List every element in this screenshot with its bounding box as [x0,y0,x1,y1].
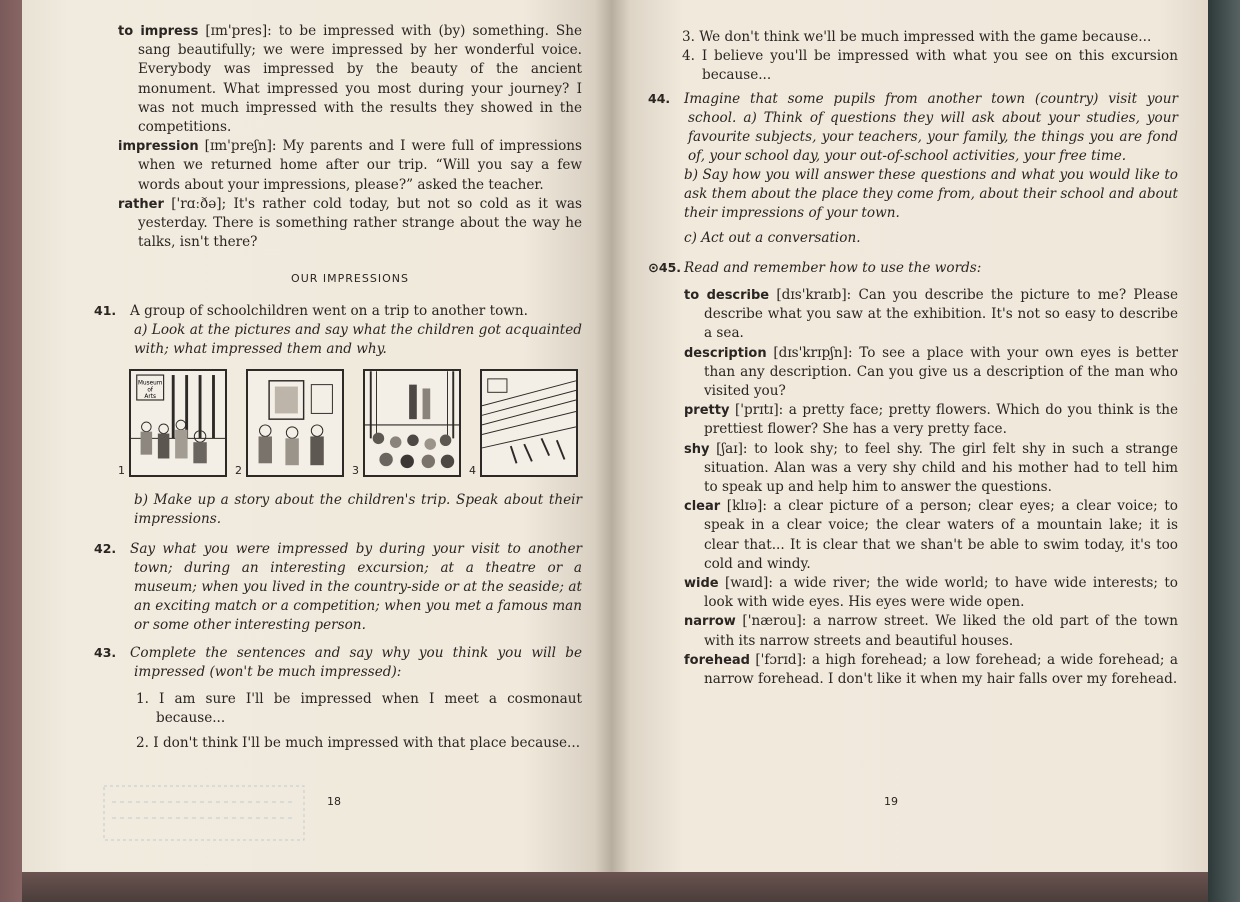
entry-text: : to be impressed with (by) something. She sang beautifully; we were impressed by her wonderful voice. Everybody was impressed by the beauty of the ancient monument. What impressed you most during your journey? I was not much impressed with the results they showed in the competitions. [138,23,582,136]
vocab-entry-narrow [684,612,1178,650]
exercise-43 [94,643,582,682]
section-title: OUR IMPRESSIONS [291,272,409,286]
exercise-44-b: b) Say how you will answer these questions and what you would like to ask them about the place they come from, about their school and about their impressions of your town. [684,167,1178,221]
stamp-icon [102,780,312,850]
entry-text: : a wide river; the wide world; to have wide interests; to look with wide eyes. His eyes were wide open. [704,575,1178,611]
library-stamp-mark [102,780,312,850]
exercise-42 [94,539,582,635]
museum-sign-3: Arts [144,394,156,401]
theatre-illustration-icon [365,371,459,475]
entry-text: : Can you describe the picture to me? Please describe what you saw at the exhibition. It's not so easy to describe a sea. [704,287,1179,342]
picture-number: 1 [118,464,125,478]
exercise-41-b: b) Make up a story about the children's trip. Speak about their impressions. [134,492,582,528]
transcription: [dɪs'krɪpʃn] [773,344,848,361]
headword: forehead [684,652,750,668]
entry-text: : a pretty face; pretty flowers. Which do you think is the prettiest flower? She has a very pretty face. [704,402,1178,438]
vocab-entry-impress [118,22,582,137]
exercise-45 [648,258,1178,278]
entry-text: : a narrow street. We liked the old part of the town with its narrow streets and beautiful houses. [704,613,1178,649]
headword: impression [118,139,199,155]
headword: to describe [684,288,770,303]
transcription: [waɪd] [724,575,769,592]
picture-theatre [363,369,461,477]
vocab-entry-clear [684,497,1178,574]
transcription: ['rɑːðə] [171,195,222,212]
headword: to impress [118,24,199,39]
exercise-44 [648,89,1178,166]
headword: shy [684,441,710,457]
transcription: [klɪə] [726,498,763,515]
entry-text: : To see a place with your own eyes is better than any description. Can you give us a description of the man who visited you? [704,344,1178,400]
exercise-text: A group of schoolchildren went on a trip to another town. [130,303,528,320]
headword: narrow [684,614,736,630]
exercise-text: Say what you were impressed by during your visit to another town; during an interesting excursion; at a theatre or a museum; when you lived in the country-side or at the seaside; at an exciting match or a competition; when you met a famous man or some other interesting person. [130,541,582,634]
exercise-44-c: c) Act out a conversation. [684,230,861,246]
exercise-number: 41. [94,303,117,319]
exercise-text: Complete the sentences and say why you think you will be impressed (won't be much impressed): [130,645,582,681]
transcription: [ɪm'pres] [205,23,268,39]
right-page [612,0,1208,872]
stadium-illustration-icon [482,371,576,475]
background-edge [1208,0,1240,902]
picture-gallery [246,369,344,477]
picture-number: 2 [235,464,242,478]
picture-number: 4 [469,464,476,478]
transcription: ['prɪtɪ] [734,402,779,419]
entry-text: ; It's rather cold today, but not so cold as it was yesterday. There is something rather strange about the way he talks, isn't there? [138,195,583,251]
left-page [22,0,612,872]
picture-stadium [480,369,578,477]
entry-text: : a clear picture of a person; clear eyes; a clear voice; to speak in a clear voice; the clear waters of a mountain lake; it is clear that... It is clear that we shan't be able to swim today, it's too cold and windy. [704,498,1178,572]
vocab-entry-wide [684,574,1178,612]
vocab-entry-description [684,344,1178,402]
exercise-43-item-4: 4. I believe you'll be impressed with what you see on this excursion because... [682,48,1178,83]
transcription: [dɪs'kraɪb] [776,287,847,303]
exercise-number: 44. [648,91,671,106]
exercise-43-item-2: 2. I don't think I'll be much impressed with that place because... [136,735,581,752]
picture-strip [118,369,582,477]
transcription: [ɪm'preʃn] [204,138,272,155]
exercise-43-item-3: 3. We don't think we'll be much impressed with the game because... [682,29,1152,45]
exercise-43-item-1: 1. I am sure I'll be impressed when I meet a cosmonaut because... [136,691,582,727]
page-number: 19 [884,795,898,808]
vocab-entry-impression [118,137,582,195]
picture-number: 3 [352,464,359,478]
page-number: 18 [327,795,341,808]
transcription: ['nærou] [742,613,802,630]
museum-sign-2: of [147,387,153,394]
exercise-number-wrap [648,258,684,278]
exercise-number: 42. [94,541,117,557]
exercise-41 [94,301,582,321]
entry-text: : to look shy; to feel shy. The girl felt shy in such a strange situation. Alan was a very shy child and his mother had to tell him to speak up and help him to answer the questions. [704,440,1178,496]
transcription: ['fɔrɪd] [755,651,802,668]
exercise-text: Imagine that some pupils from another town (country) visit your school. a) Think of questions they will ask about your studies, your favourite subjects, your teachers, your family, the things you are fond of, your school day, your out-of-school activities, your free time. [684,91,1178,164]
picture-museum [129,369,227,477]
headword: wide [684,576,719,592]
entry-text: : My parents and I were full of impressions when we returned home after our trip. “Will you say a few words about your impressions, please?” asked the teacher. [138,138,582,193]
gallery-illustration-icon [248,371,342,475]
exercise-number: 45. [658,260,682,275]
entry-text: : a high forehead; a low forehead; a wide forehead; a narrow forehead. I don't like it when my hair falls over my forehead. [704,651,1179,688]
vocab-entry-forehead [684,651,1178,689]
book-bottom-edge [22,872,1208,902]
vocab-list [684,286,1178,689]
headword: pretty [684,403,730,419]
headword: rather [118,196,164,212]
headword: clear [684,499,721,515]
transcription: [ʃaɪ] [716,440,743,457]
exercise-41-a: a) Look at the pictures and say what the children got acquainted with; what impressed them and why. [134,322,582,358]
headword: description [684,345,767,361]
audio-disc-icon: ⊙ [648,261,659,276]
museum-illustration-icon [131,371,225,475]
museum-sign: Museum [137,381,163,388]
exercise-number: 43. [94,645,117,661]
vocab-entry-pretty [684,401,1178,439]
vocab-entry-rather [118,195,582,253]
exercise-text: Read and remember how to use the words: [684,260,982,276]
vocab-entry-shy [684,440,1178,498]
vocab-entry-describe [684,286,1178,344]
